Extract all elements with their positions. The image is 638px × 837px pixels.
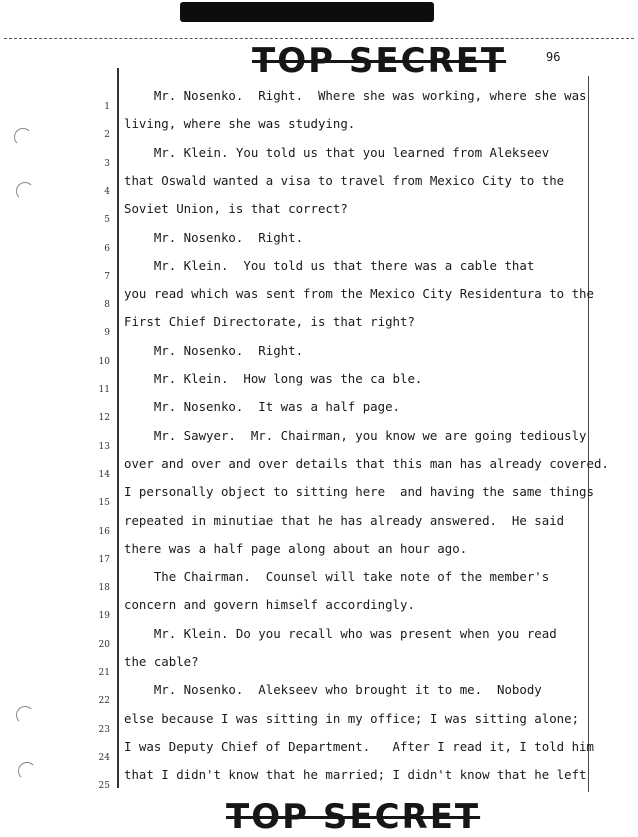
right-margin-rule [588, 76, 589, 792]
line-number: 22 [98, 696, 110, 707]
line-number: 17 [98, 554, 110, 565]
transcript-line: Mr. Nosenko. It was a half page. [124, 399, 401, 415]
page-number: 96 [546, 50, 561, 64]
transcript-line: that Oswald wanted a visa to travel from Mexico City to the [124, 172, 565, 188]
line-number: 2 [104, 130, 110, 141]
transcript-line: Mr. Nosenko. Right. Where she was working, where she was [124, 88, 587, 103]
transcript-line: that I didn't know that he married; I didn't know that he left [124, 767, 587, 783]
line-number: 20 [98, 639, 110, 650]
transcript-line: else because I was sitting in my office; I was sitting alone; [124, 710, 580, 726]
line-number: 6 [104, 243, 110, 254]
classification-stamp-top: TOP SECRET [252, 41, 507, 81]
binder-hole-mark [14, 128, 32, 146]
line-number: 9 [104, 328, 110, 339]
transcript-line: repeated in minutiae that he has already answered. He said [124, 512, 565, 528]
transcript-line: concern and govern himself accordingly. [124, 597, 415, 613]
transcript-line: Mr. Klein. Do you recall who was present when you read [124, 625, 557, 641]
line-number: 7 [104, 271, 110, 282]
transcript-line: The Chairman. Counsel will take note of the member's [124, 569, 550, 585]
line-number: 25 [98, 781, 110, 792]
transcript-line: Mr. Klein. You told us that you learned from Alekseev [124, 144, 550, 160]
line-number: 21 [98, 668, 110, 678]
transcript-line: Soviet Union, is that correct? [124, 201, 348, 217]
line-number: 14 [98, 469, 110, 480]
line-number: 3 [104, 158, 110, 169]
line-number: 19 [98, 611, 110, 622]
transcript-line: I personally object to sitting here and having the same things [124, 484, 594, 500]
transcript-line: over and over and over details that this man has already covered. [124, 455, 609, 471]
line-number: 12 [98, 413, 110, 424]
redaction-bar [180, 2, 434, 22]
line-number: 16 [98, 526, 110, 537]
line-number: 23 [98, 724, 110, 735]
line-number: 13 [98, 441, 110, 452]
binder-hole-mark [18, 762, 36, 780]
transcript-line: you read which was sent from the Mexico City Residentura to the [124, 286, 594, 302]
line-number: 15 [98, 498, 110, 509]
left-margin-rule [117, 68, 119, 788]
line-number: 4 [104, 186, 110, 197]
transcript-line: Mr. Nosenko. Alekseev who brought it to me. Nobody [124, 682, 542, 698]
transcript-line: there was a half page along about an hour ago. [124, 540, 468, 556]
line-number: 8 [104, 300, 110, 311]
transcript-line: Mr. Nosenko. Right. [124, 229, 304, 245]
binder-hole-mark [16, 706, 34, 724]
transcript-line: I was Deputy Chief of Department. After I read it, I told him [124, 738, 594, 754]
classification-stamp-bottom: TOP SECRET [226, 797, 481, 837]
transcript-line: living, where she was studying. [124, 116, 356, 132]
transcript-line: Mr. Klein. How long was the ca ble. [124, 371, 423, 386]
line-number: 18 [98, 583, 110, 594]
line-number: 5 [104, 215, 110, 226]
transcript-line: the cable? [124, 654, 199, 669]
line-number: 24 [98, 752, 110, 763]
transcript-line: Mr. Nosenko. Right. [124, 342, 304, 358]
transcript-line: Mr. Sawyer. Mr. Chairman, you know we are going tediously [124, 427, 587, 443]
line-number: 10 [98, 356, 110, 367]
transcript-line: Mr. Klein. You told us that there was a cable that [124, 257, 535, 273]
scan-edge-line [4, 38, 634, 39]
line-number: 11 [98, 385, 110, 395]
line-number: 1 [104, 102, 110, 112]
transcript-line: First Chief Directorate, is that right? [124, 314, 415, 330]
binder-hole-mark [16, 182, 34, 200]
